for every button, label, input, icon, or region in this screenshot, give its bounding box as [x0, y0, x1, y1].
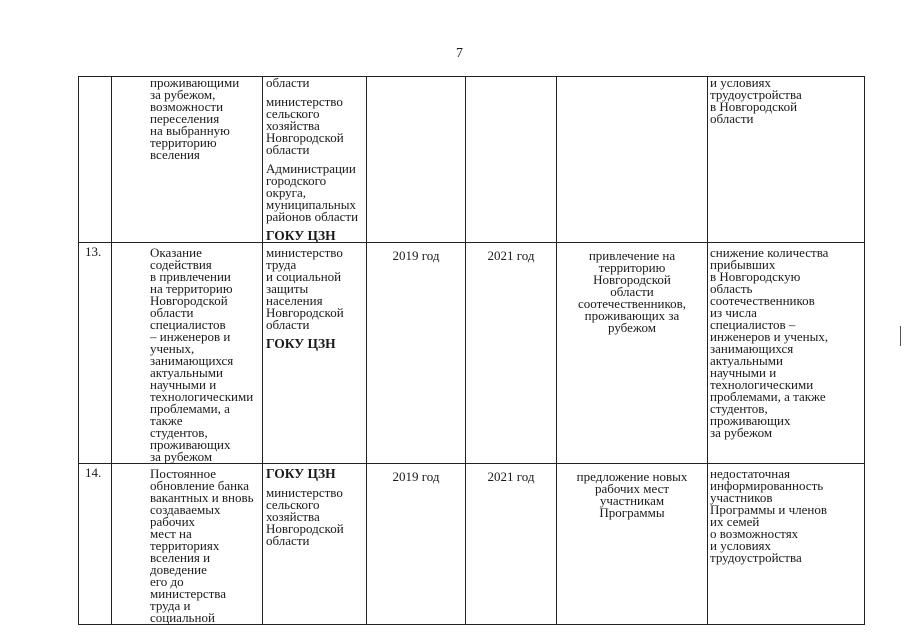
- start-date-cell-text: [367, 77, 465, 80]
- activity-cell-text: Оказание содействия в привлечении на территорию Новгородской области специалистов – инженеров и ученых, занимающихся актуальными научными и технологическими проблемами, а также студентов, проживающих за рубежом: [150, 245, 254, 464]
- expected-result-cell-text: [557, 77, 707, 80]
- start-date-cell: [367, 464, 466, 625]
- executor-entry: министерство сельского хозяйства Новгородской области: [266, 485, 344, 548]
- expected-result-cell: [557, 464, 708, 625]
- activity-cell-text: проживающими за рубежом, возможности переселения на выбранную территорию вселения: [150, 75, 240, 162]
- start-date-cell: [367, 243, 466, 464]
- risk-cell-text: и условиях трудоустройства в Новгородской области: [710, 75, 802, 126]
- row-number: 14.: [85, 465, 102, 480]
- risk-cell: [708, 243, 865, 464]
- expected-result-cell-text: предложение новых рабочих мест участникам Программы: [576, 469, 688, 520]
- executor-entry: ГОКУ ЦЗН: [266, 466, 336, 481]
- executor-entry: министерство труда и социальной защиты населения Новгородской области: [266, 245, 344, 332]
- executors-cell: [263, 464, 367, 625]
- risk-cell-text: недостаточная информированность участников Программы и членов их семей о возможностях и условиях трудоустройства: [710, 466, 828, 565]
- executor-entry: ГОКУ ЦЗН: [266, 336, 336, 351]
- row-number-cell: [79, 464, 112, 625]
- table-row: [79, 243, 865, 464]
- executor-entry: области: [266, 75, 310, 90]
- end-date-cell-text: 2021 год: [487, 248, 535, 263]
- executors-cell: [263, 77, 367, 243]
- program-activities-table: [78, 76, 865, 625]
- activity-cell: [112, 77, 263, 243]
- end-date-cell-text: [466, 77, 556, 80]
- row-number-cell: [79, 243, 112, 464]
- end-date-cell-text: 2021 год: [487, 469, 535, 484]
- expected-result-cell: [557, 77, 708, 243]
- expected-result-cell-text: привлечение на территорию Новгородской области соотечественников, проживающих за рубежом: [577, 248, 687, 335]
- activity-cell: [112, 243, 263, 464]
- table-row: [79, 464, 865, 625]
- start-date-cell: [367, 77, 466, 243]
- end-date-cell: [466, 464, 557, 625]
- start-date-cell-text: 2019 год: [392, 248, 440, 263]
- risk-cell: [708, 464, 865, 625]
- executor-entry: министерство сельского хозяйства Новгородской области: [266, 94, 344, 157]
- risk-cell: [708, 77, 865, 243]
- page-number: 7: [456, 46, 463, 61]
- end-date-cell: [466, 77, 557, 243]
- activity-cell: [112, 464, 263, 625]
- row-number: 13.: [85, 244, 102, 259]
- risk-cell-text: снижение количества прибывших в Новгородскую область соотечественников из числа специалистов – инженеров и ученых, занимающихся актуальными научными и технологическими проблемами, а также студентов, проживающих за рубежом: [710, 245, 829, 440]
- expected-result-cell: [557, 243, 708, 464]
- executor-entry: ГОКУ ЦЗН: [266, 228, 336, 243]
- end-date-cell: [466, 243, 557, 464]
- executors-cell: [263, 243, 367, 464]
- row-number-cell: [79, 77, 112, 243]
- scan-edge-mark: [900, 326, 901, 346]
- executor-entry: Администрации городского округа, муниципальных районов области: [266, 161, 359, 224]
- start-date-cell-text: 2019 год: [392, 469, 440, 484]
- activity-cell-text: Постоянное обновление банка вакантных и вновь создаваемых рабочих мест на территориях вселения и доведение его до министерства труда и социальной: [150, 466, 254, 625]
- table-row: [79, 77, 865, 243]
